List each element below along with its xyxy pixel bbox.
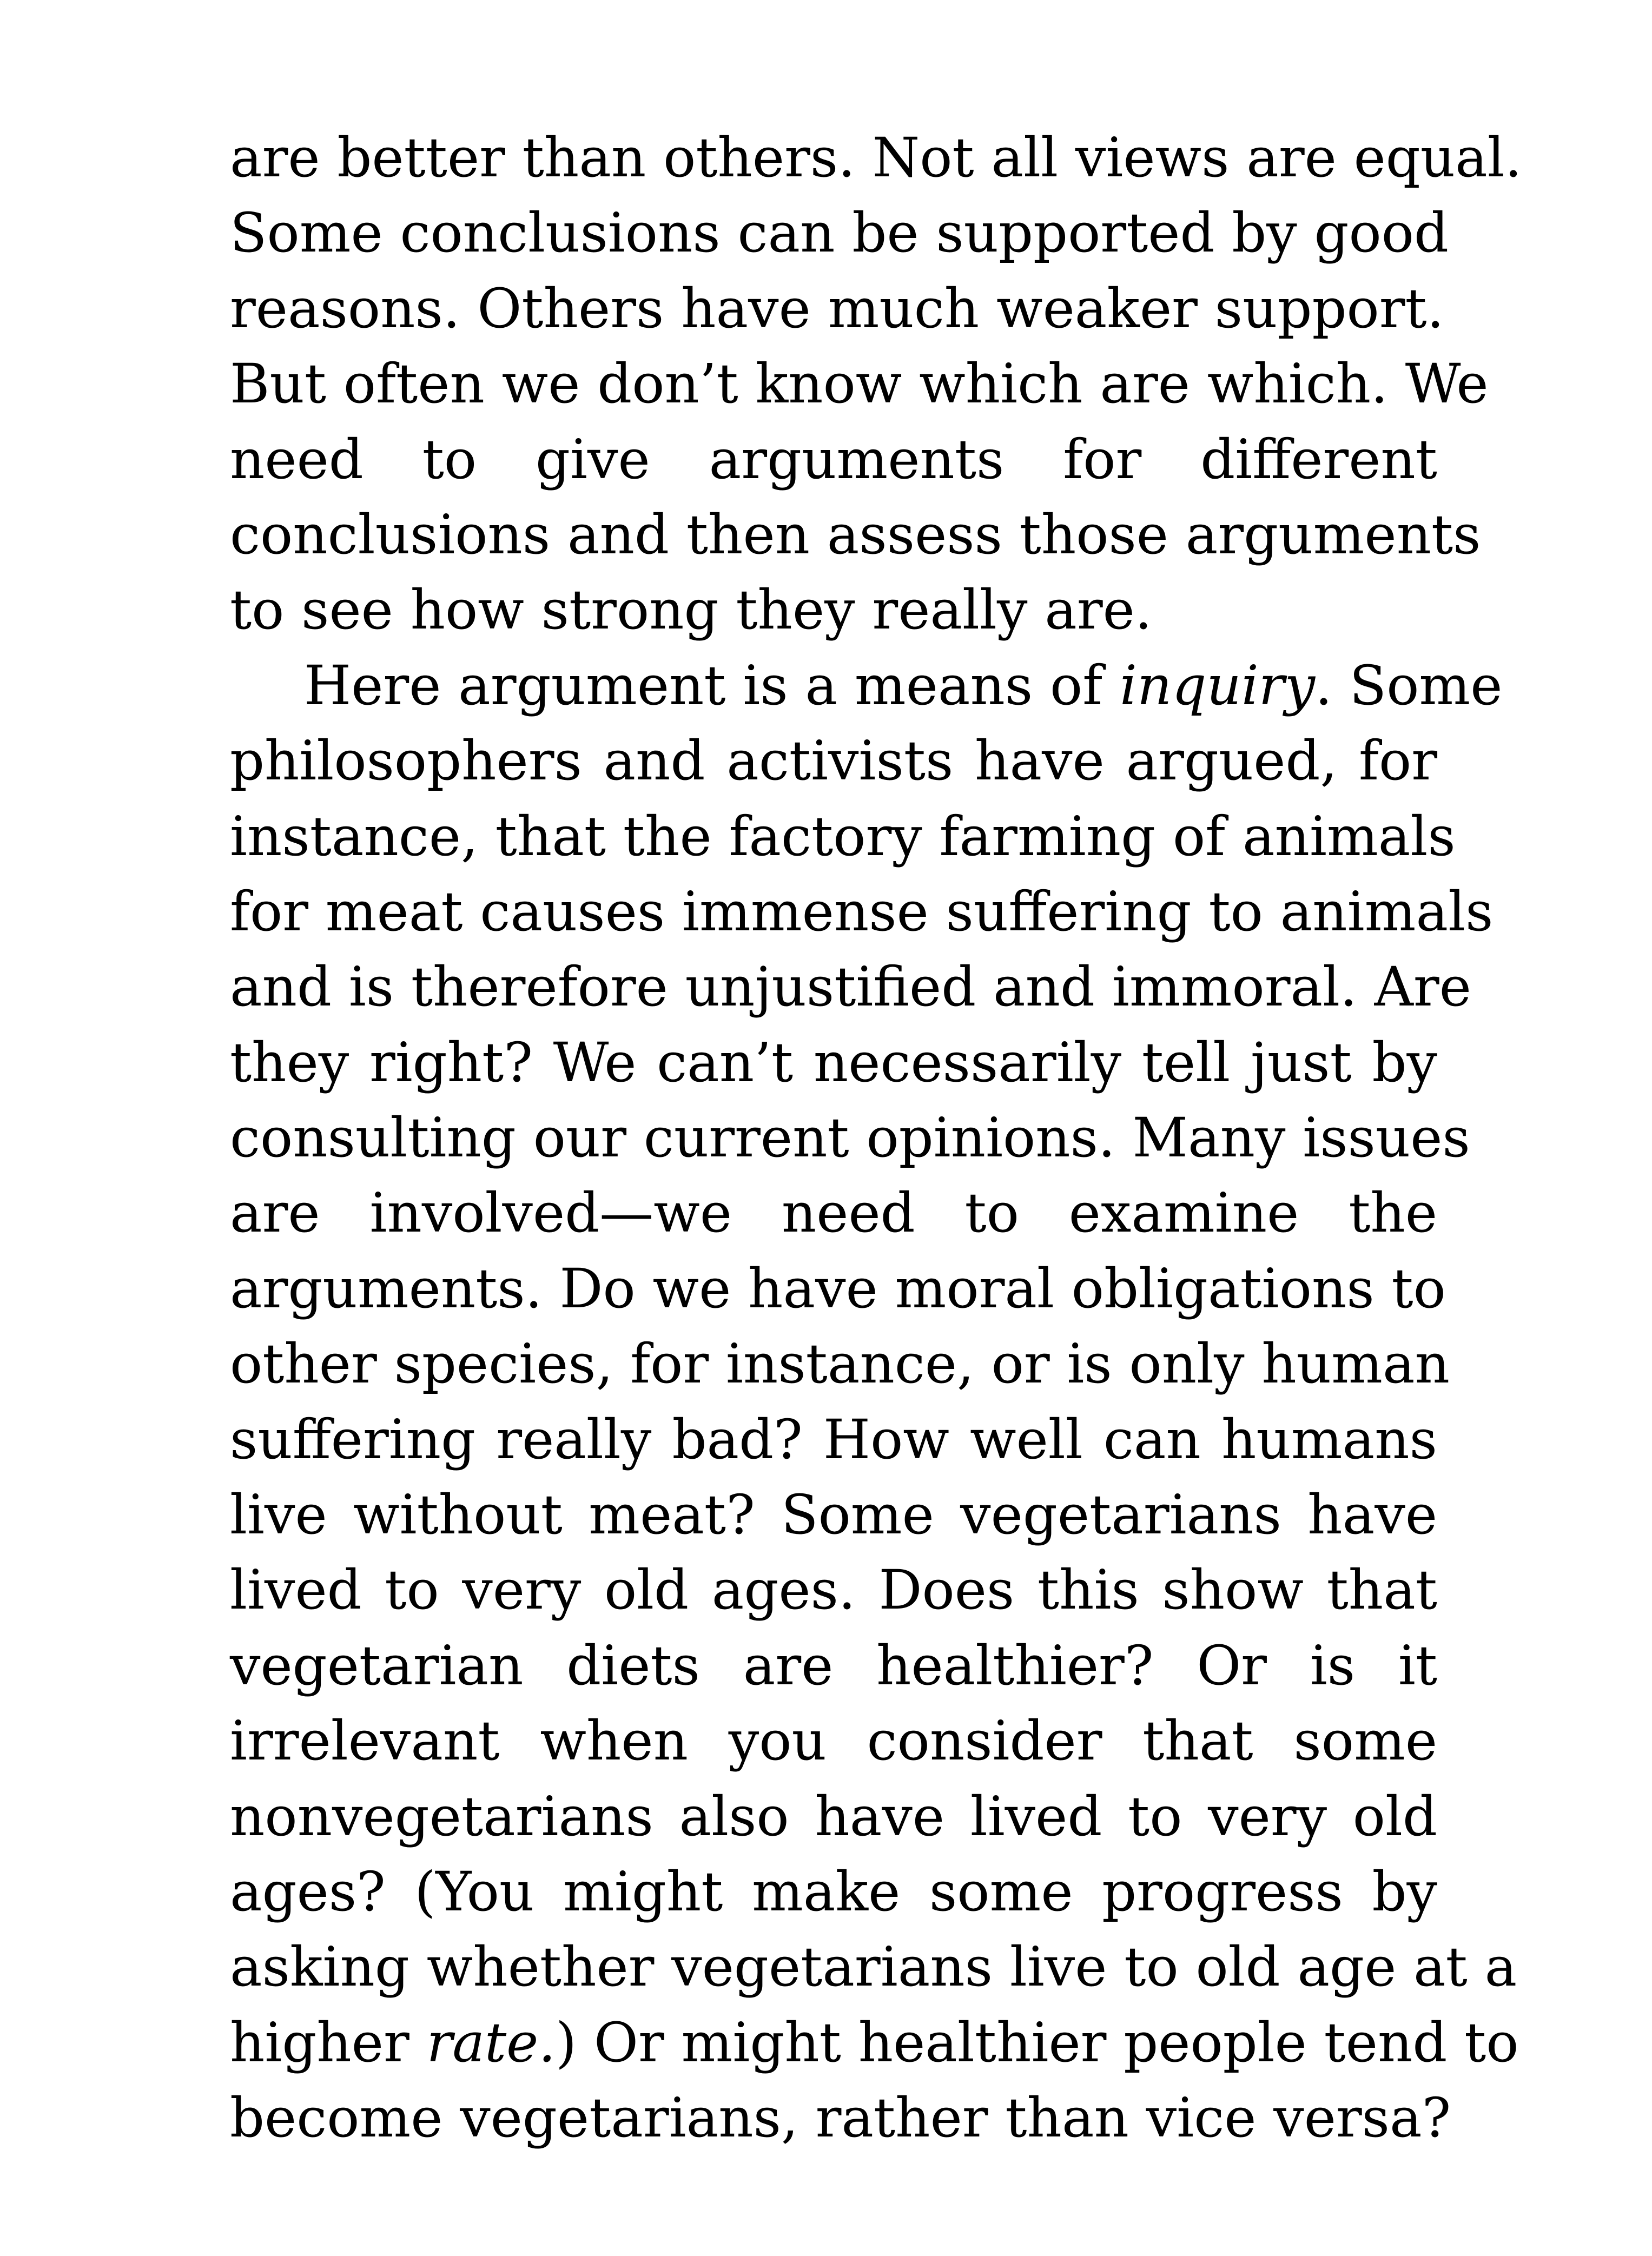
text-line: conclusions and then assess those arguments	[230, 502, 1481, 566]
text-line: are better than others. Not all views are equal.	[230, 126, 1522, 189]
text-segment: ) Or might healthier people tend to	[556, 2010, 1519, 2074]
text-line: irrelevant when you consider that some	[230, 1709, 1437, 1773]
text-line: suffering really bad? How well can humans	[230, 1407, 1437, 1471]
text-line	[230, 2005, 1519, 2080]
text-line: nonvegetarians also have lived to very old	[230, 1784, 1437, 1848]
text-segment: . Some	[1315, 653, 1503, 717]
paragraph-start-line	[230, 648, 1503, 723]
body-text	[230, 120, 1522, 2156]
italic-term: rate.	[426, 2010, 556, 2074]
text-line: ages? (You might make some progress by	[230, 1860, 1437, 1923]
text-line: for meat causes immense suffering to animals	[230, 879, 1494, 943]
text-line: to see how strong they really are.	[230, 578, 1152, 642]
text-line: asking whether vegetarians live to old age at a	[230, 1935, 1517, 1999]
text-line: become vegetarians, rather than vice versa?	[230, 2086, 1451, 2150]
text-line: live without meat? Some vegetarians have	[230, 1483, 1437, 1547]
italic-term: inquiry	[1120, 653, 1316, 717]
text-line: are involved—we need to examine the	[230, 1181, 1437, 1245]
text-line: other species, for instance, or is only human	[230, 1332, 1450, 1396]
text-line: consulting our current opinions. Many issues	[230, 1106, 1470, 1170]
text-line: But often we don’t know which are which. We	[230, 352, 1489, 416]
text-segment: Here argument is a means of	[304, 653, 1120, 717]
text-segment: higher	[230, 2010, 427, 2074]
text-line: lived to very old ages. Does this show that	[230, 1558, 1437, 1622]
text-line: reasons. Others have much weaker support.	[230, 276, 1444, 340]
text-line: instance, that the factory farming of animals	[230, 804, 1456, 868]
text-line: they right? We can’t necessarily tell just by	[230, 1030, 1437, 1094]
text-line: need to give arguments for different	[230, 427, 1437, 491]
text-line: philosophers and activists have argued, for	[230, 729, 1437, 793]
text-line: and is therefore unjustified and immoral. Are	[230, 955, 1471, 1019]
text-line: arguments. Do we have moral obligations to	[230, 1256, 1446, 1320]
text-line: Some conclusions can be supported by good	[230, 201, 1449, 265]
text-line: vegetarian diets are healthier? Or is it	[230, 1633, 1437, 1697]
